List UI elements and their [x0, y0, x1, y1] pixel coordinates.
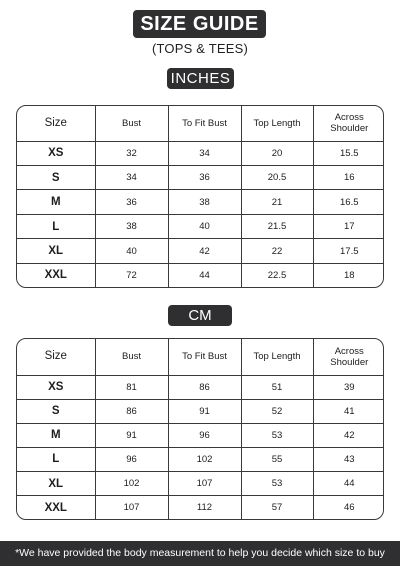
top-length-cell: 55: [241, 447, 313, 471]
table-row: [17, 214, 384, 238]
column-header-bust: Bust: [95, 106, 168, 141]
column-header-top-length: Top Length: [241, 339, 313, 375]
bust-cell: 81: [95, 375, 168, 399]
table-row: [17, 423, 384, 447]
size-cell: XS: [17, 141, 95, 165]
across-shoulder-cell: 18: [313, 263, 384, 287]
size-cell: XL: [17, 472, 95, 496]
table-row: [17, 239, 384, 263]
size-cell: XS: [17, 375, 95, 399]
top-length-cell: 20: [241, 141, 313, 165]
top-length-cell: 53: [241, 472, 313, 496]
column-header-top-length: Top Length: [241, 106, 313, 141]
size-cell: XXL: [17, 496, 95, 519]
column-header-size: Size: [17, 339, 95, 375]
across-shoulder-cell: 39: [313, 375, 384, 399]
across-shoulder-cell: 15.5: [313, 141, 384, 165]
top-length-cell: 57: [241, 496, 313, 519]
across-shoulder-cell: 17.5: [313, 239, 384, 263]
top-length-cell: 52: [241, 399, 313, 423]
top-length-cell: 21.5: [241, 214, 313, 238]
table-row: [17, 472, 384, 496]
to-fit-bust-cell: 112: [168, 496, 241, 519]
column-header-across-shoulder: Across Shoulder: [313, 106, 384, 141]
bust-cell: 72: [95, 263, 168, 287]
to-fit-bust-cell: 96: [168, 423, 241, 447]
size-cell: M: [17, 190, 95, 214]
top-length-cell: 51: [241, 375, 313, 399]
table-row: [17, 263, 384, 287]
across-shoulder-cell: 43: [313, 447, 384, 471]
inches-size-table: [16, 105, 384, 288]
bust-cell: 32: [95, 141, 168, 165]
size-cell: L: [17, 214, 95, 238]
to-fit-bust-cell: 36: [168, 165, 241, 189]
page-title: SIZE GUIDE: [133, 10, 266, 38]
across-shoulder-cell: 46: [313, 496, 384, 519]
across-shoulder-cell: 17: [313, 214, 384, 238]
bust-cell: 107: [95, 496, 168, 519]
size-cell: XXL: [17, 263, 95, 287]
column-header-size: Size: [17, 106, 95, 141]
column-header-to-fit-bust: To Fit Bust: [168, 339, 241, 375]
column-header-across-shoulder: Across Shoulder: [313, 339, 384, 375]
top-length-cell: 53: [241, 423, 313, 447]
size-cell: L: [17, 447, 95, 471]
size-cell: S: [17, 165, 95, 189]
to-fit-bust-cell: 91: [168, 399, 241, 423]
table-row: [17, 447, 384, 471]
to-fit-bust-cell: 38: [168, 190, 241, 214]
table-row: [17, 141, 384, 165]
size-cell: S: [17, 399, 95, 423]
size-cell: M: [17, 423, 95, 447]
to-fit-bust-cell: 42: [168, 239, 241, 263]
column-header-to-fit-bust: To Fit Bust: [168, 106, 241, 141]
bust-cell: 96: [95, 447, 168, 471]
bust-cell: 91: [95, 423, 168, 447]
across-shoulder-cell: 44: [313, 472, 384, 496]
bust-cell: 102: [95, 472, 168, 496]
table-header-row: [17, 339, 384, 375]
across-shoulder-cell: 16: [313, 165, 384, 189]
top-length-cell: 22: [241, 239, 313, 263]
inches-section-label: INCHES: [167, 68, 234, 89]
top-length-cell: 20.5: [241, 165, 313, 189]
table-row: [17, 190, 384, 214]
bust-cell: 40: [95, 239, 168, 263]
column-header-bust: Bust: [95, 339, 168, 375]
to-fit-bust-cell: 107: [168, 472, 241, 496]
to-fit-bust-cell: 86: [168, 375, 241, 399]
table-row: [17, 399, 384, 423]
bust-cell: 36: [95, 190, 168, 214]
top-length-cell: 22.5: [241, 263, 313, 287]
bust-cell: 34: [95, 165, 168, 189]
to-fit-bust-cell: 102: [168, 447, 241, 471]
table-header-row: [17, 106, 384, 141]
footer-note: *We have provided the body measurement to help you decide which size to buy: [0, 541, 400, 566]
across-shoulder-cell: 42: [313, 423, 384, 447]
cm-section-label: CM: [168, 305, 232, 326]
table-row: [17, 165, 384, 189]
to-fit-bust-cell: 44: [168, 263, 241, 287]
cm-size-table: [16, 338, 384, 520]
bust-cell: 86: [95, 399, 168, 423]
size-cell: XL: [17, 239, 95, 263]
table-row: [17, 496, 384, 519]
across-shoulder-cell: 16.5: [313, 190, 384, 214]
to-fit-bust-cell: 34: [168, 141, 241, 165]
top-length-cell: 21: [241, 190, 313, 214]
to-fit-bust-cell: 40: [168, 214, 241, 238]
across-shoulder-cell: 41: [313, 399, 384, 423]
page-subtitle: (TOPS & TEES): [151, 41, 249, 56]
bust-cell: 38: [95, 214, 168, 238]
table-row: [17, 375, 384, 399]
